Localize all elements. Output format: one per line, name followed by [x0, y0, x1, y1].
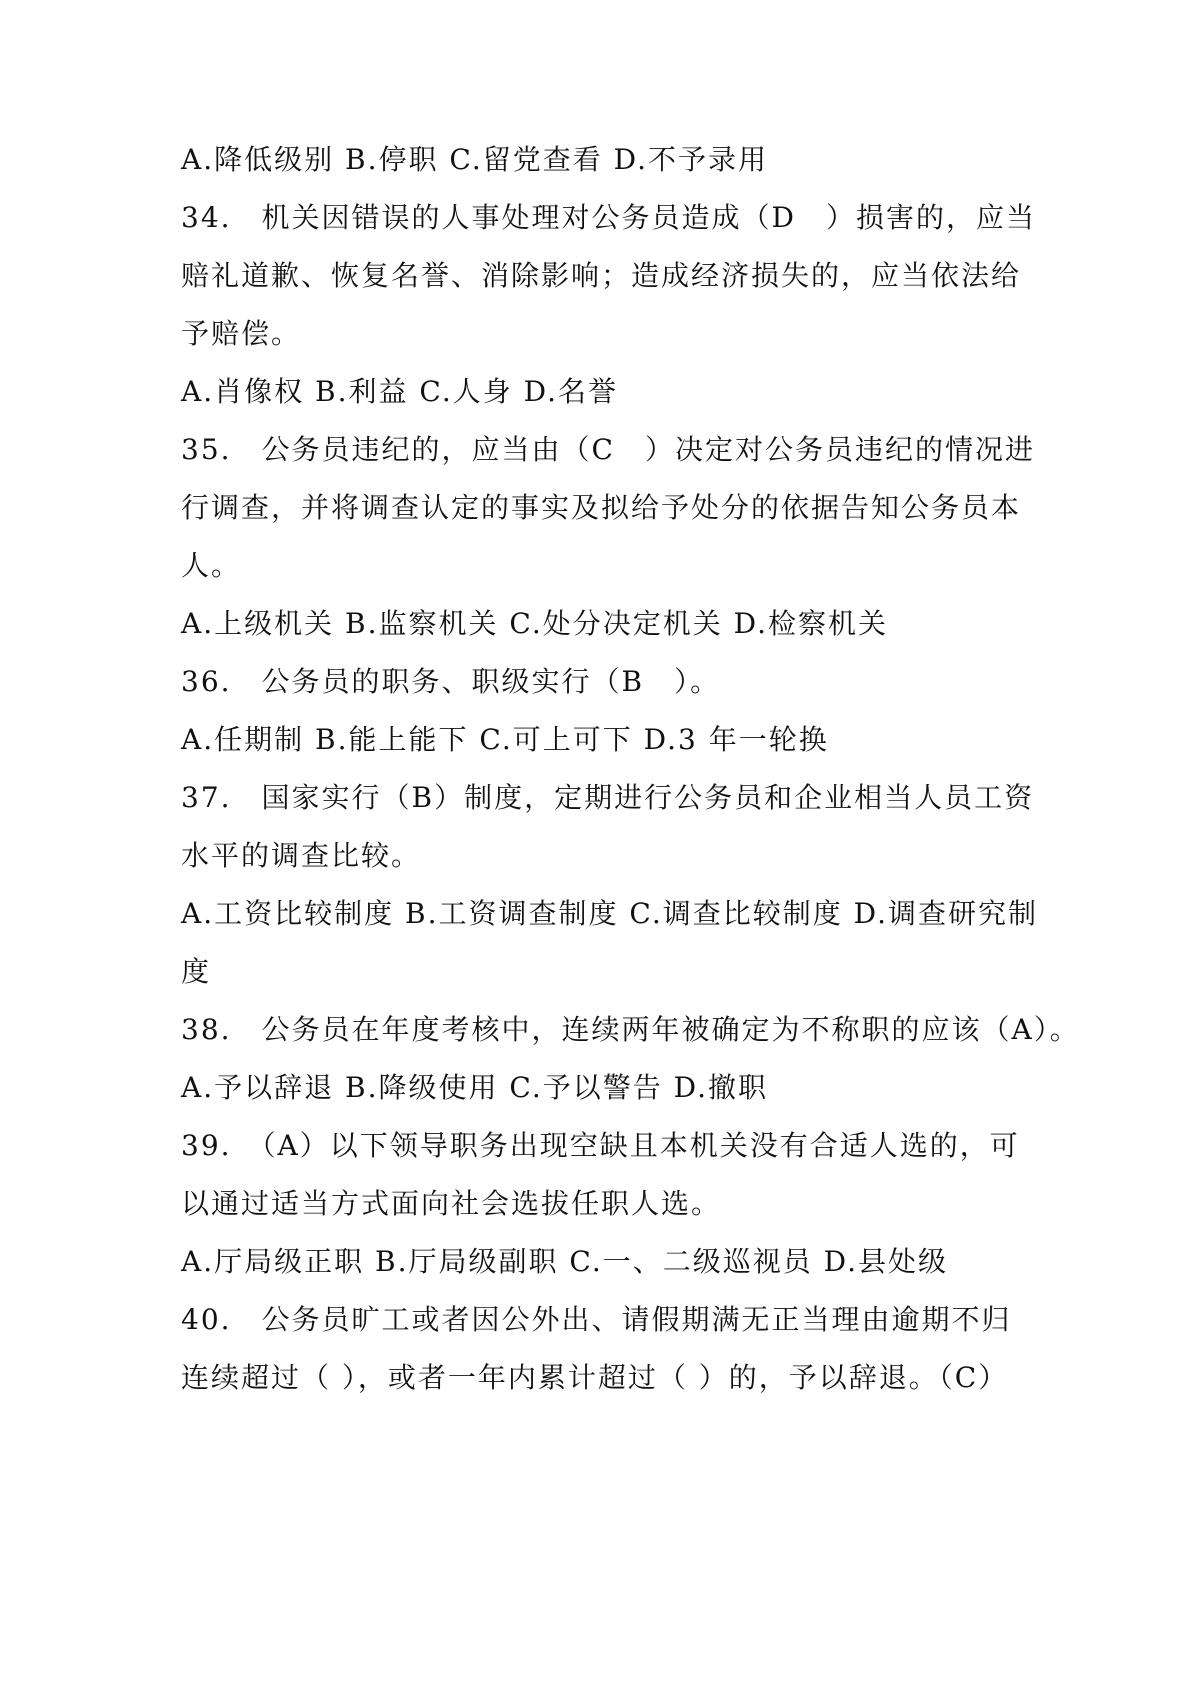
question-36-line-1: 36. 公务员的职务、职级实行（B ）。: [181, 665, 721, 698]
question-40-line-2: 连续超过（ ），或者一年内累计超过（ ）的，予以辞退。（C）: [181, 1361, 1009, 1394]
question-40-line-1: 40. 公务员旷工或者因公外出、请假期满无正当理由逾期不归: [181, 1303, 1012, 1336]
question-34-line-3: 予赔偿。: [181, 317, 302, 350]
question-34-line-2: 赔礼道歉、恢复名誉、消除影响；造成经济损失的，应当依法给: [181, 259, 1022, 292]
question-34-line-1: 34. 机关因错误的人事处理对公务员造成（D ）损害的，应当: [181, 201, 1036, 234]
option-line-34: A.肖像权 B.利益 C.人身 D.名誉: [181, 375, 618, 408]
option-line-37: A.工资比较制度 B.工资调查制度 C.调查比较制度 D.调查研究制: [181, 897, 1038, 930]
question-35-line-3: 人。: [181, 549, 242, 582]
question-35-line-2: 行调查，并将调查认定的事实及拟给予处分的依据告知公务员本: [181, 491, 1022, 524]
option-line-37-cont: 度: [181, 955, 212, 988]
option-line-38: A.予以辞退 B.降级使用 C.予以警告 D.撤职: [181, 1071, 768, 1104]
question-38-line-1: 38. 公务员在年度考核中，连续两年被确定为不称职的应该（A）。: [181, 1013, 1080, 1046]
question-35-line-1: 35. 公务员违纪的，应当由（C ）决定对公务员违纪的情况进: [181, 433, 1035, 466]
option-line-35: A.上级机关 B.监察机关 C.处分决定机关 D.检察机关: [181, 607, 888, 640]
question-37-line-2: 水平的调查比较。: [181, 839, 422, 872]
option-line-33: A.降低级别 B.停职 C.留党查看 D.不予录用: [181, 143, 768, 176]
question-39-line-1: 39. （A）以下领导职务出现空缺且本机关没有合适人选的，可: [181, 1129, 1020, 1162]
option-line-36: A.任期制 B.能上能下 C.可上可下 D.3 年一轮换: [181, 723, 829, 756]
option-line-39: A.厅局级正职 B.厅局级副职 C.一、二级巡视员 D.县处级: [181, 1245, 948, 1278]
question-37-line-1: 37. 国家实行（B）制度，定期进行公务员和企业相当人员工资: [181, 781, 1035, 814]
question-39-line-2: 以通过适当方式面向社会选拔任职人选。: [181, 1187, 722, 1220]
